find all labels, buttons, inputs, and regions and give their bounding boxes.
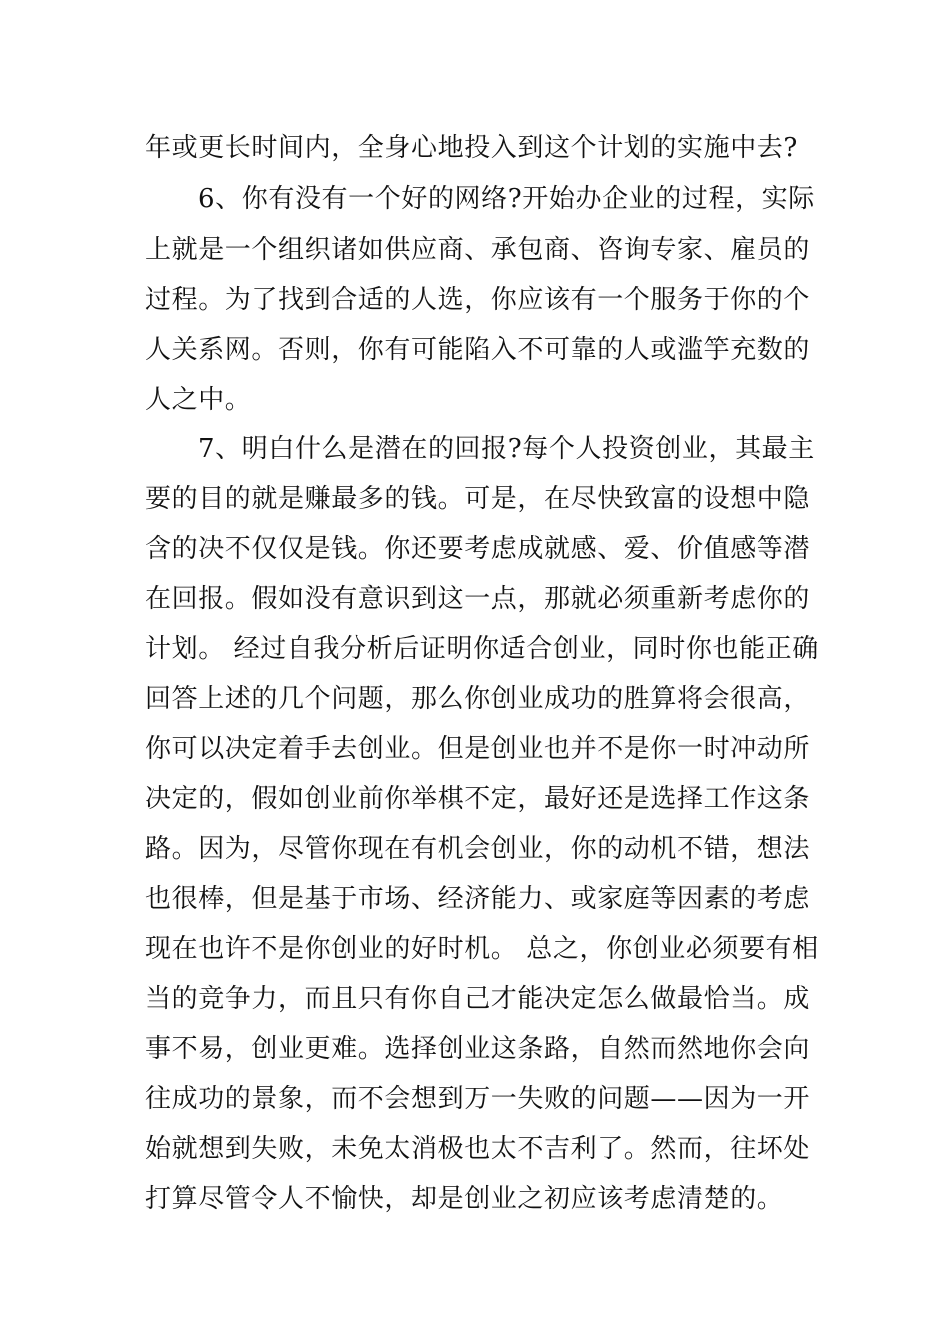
- text-line: 往成功的景象，而不会想到万一失败的问题——因为一开: [145, 1084, 811, 1114]
- paragraph-7-first-line: 7、明白什么是潜在的回报?每个人投资创业，其最主: [198, 434, 815, 464]
- text-line: 现在也许不是你创业的好时机。 总之，你创业必须要有相: [145, 934, 819, 964]
- text-line: 始就想到失败，未免太消极也太不吉利了。然而，往坏处: [145, 1134, 811, 1164]
- text-line: 人之中。: [145, 385, 252, 415]
- text-line: 在回报。假如没有意识到这一点，那就必须重新考虑你的: [145, 584, 811, 614]
- text-line: 打算尽管令人不愉快，却是创业之初应该考虑清楚的。: [145, 1184, 784, 1214]
- text-line: 上就是一个组织诸如供应商、承包商、咨询专家、雇员的: [145, 235, 811, 265]
- paragraph-6-first-line: 6、你有没有一个好的网络?开始办企业的过程，实际: [198, 184, 815, 214]
- text-line: 也很棒，但是基于市场、经济能力、或家庭等因素的考虑: [145, 884, 811, 914]
- text-line: 含的决不仅仅是钱。你还要考虑成就感、爱、价值感等潜: [145, 534, 811, 564]
- text-line: 回答上述的几个问题，那么你创业成功的胜算将会很高，: [145, 684, 811, 714]
- text-line: 过程。为了找到合适的人选，你应该有一个服务于你的个: [145, 285, 811, 315]
- text-line: 人关系网。否则，你有可能陷入不可靠的人或滥竽充数的: [145, 335, 811, 365]
- text-line: 当的竞争力，而且只有你自己才能决定怎么做最恰当。成: [145, 984, 811, 1014]
- text-line: 事不易，创业更难。选择创业这条路，自然而然地你会向: [145, 1034, 811, 1064]
- text-line: 计划。 经过自我分析后证明你适合创业，同时你也能正确: [145, 634, 819, 664]
- text-line: 年或更长时间内，全身心地投入到这个计划的实施中去?: [145, 133, 798, 163]
- text-line: 要的目的就是赚最多的钱。可是，在尽快致富的设想中隐: [145, 484, 811, 514]
- text-line: 你可以决定着手去创业。但是创业也并不是你一时冲动所: [145, 734, 811, 764]
- text-line: 路。因为，尽管你现在有机会创业，你的动机不错，想法: [145, 834, 811, 864]
- text-line: 决定的，假如创业前你举棋不定，最好还是选择工作这条: [145, 784, 811, 814]
